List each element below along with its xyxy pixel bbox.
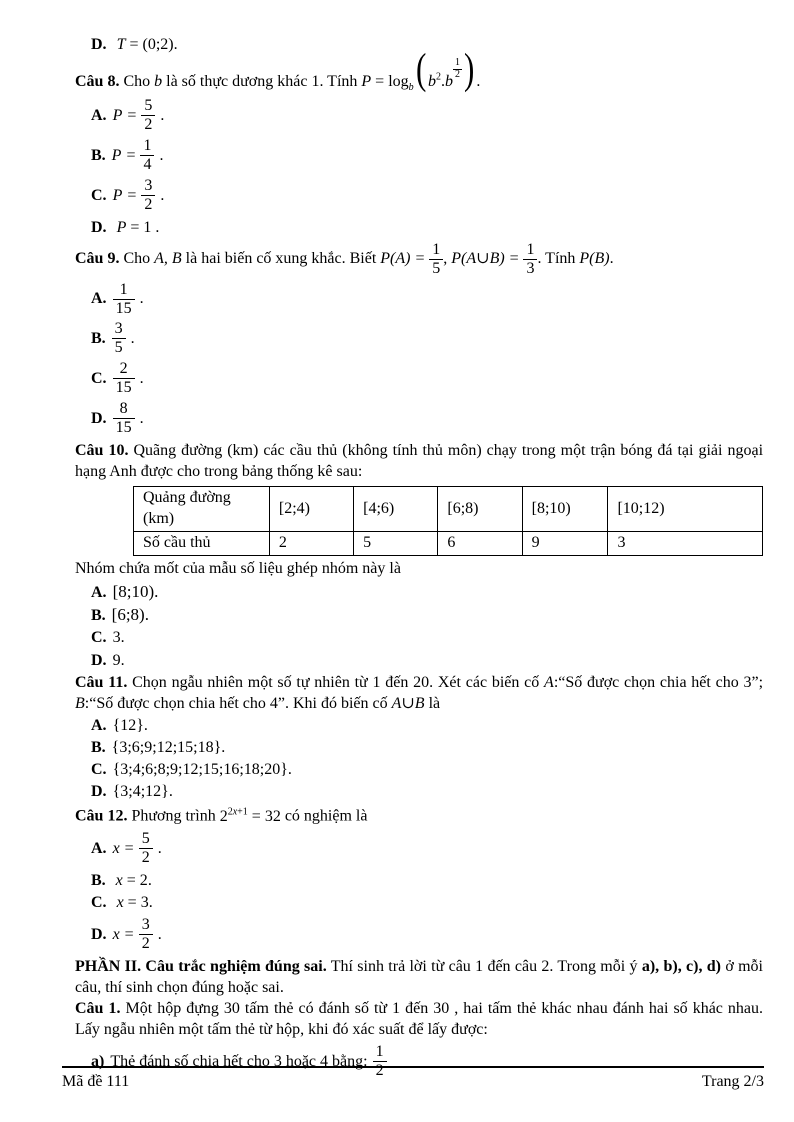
q11-option-c [91,759,763,780]
table-row [134,532,763,556]
exponent-fraction: $\frac{1}{2}$ [455,57,461,80]
math-var: P [361,72,372,90]
period: . [157,925,162,943]
math-text: = 1 [130,218,152,236]
option-text: [6;8). [111,604,149,624]
table-cell: 2 [269,532,353,556]
option-label: B. [91,871,106,889]
math-var: B [75,694,85,712]
math-var: b [154,72,163,90]
fraction: $\frac{8}{15}$ [113,400,135,437]
math-text: = [126,146,136,164]
q8-option-c [91,177,763,214]
math-var: b [445,72,454,90]
question-label: Câu 10. [75,441,129,459]
math-var: P [116,218,127,236]
period: . [157,839,162,857]
question-label: Câu 8. [75,72,120,90]
table-cell: 5 [354,532,438,556]
q11-option-d [91,781,763,802]
math-var: A [544,673,554,691]
stem-text: Một hộp đựng 30 tấm thẻ có đánh số từ 1 đến 30 , hai tấm thẻ khác nhau đánh hai số khác nhau. Lấy ngẫu nhiên một tấm thẻ từ hộp, khi đó xác suất để lấy được: [75,999,764,1038]
option-text: {3;6;9;12;15;18}. [111,738,226,756]
q12-option-d [91,916,763,953]
option-label: C. [91,761,107,779]
fraction: $\frac{2}{15}$ [113,360,135,397]
q9-option-a [91,281,763,318]
question-label: Câu 11. [75,673,128,691]
log-base: b [408,82,414,94]
item-label: a) [91,1052,105,1070]
question-11-stem [75,672,763,714]
stem-text: Nhóm chứa mốt của mẫu số liệu ghép nhóm này là [75,560,401,578]
prev-question-option-d [91,34,763,55]
fraction: $\frac{5}{2}$ [141,97,155,134]
stem-text: :“Số được chọn chia hết cho 4”. Khi đó biến cố [84,694,388,712]
period: . [139,409,144,427]
q10-data-table [133,486,763,556]
table-header-cell: [2;4) [269,487,353,532]
exam-content [75,33,763,1083]
math-text: = [127,186,137,204]
option-label: D. [91,218,107,236]
section-label: PHẦN II. Câu trắc nghiệm đúng sai. [75,957,327,975]
option-label: B. [91,146,106,164]
option-label: D. [91,651,107,669]
question-label: Câu 12. [75,807,128,825]
option-label: D. [91,925,107,943]
option-label: B. [91,606,106,624]
probability-expr: P(A∪B) = [451,249,520,267]
math-text: = 32 [251,807,281,825]
option-text: {3;4;6;8;9;12;15;16;18;20}. [112,761,292,779]
q9-option-c [91,360,763,397]
option-label: D. [91,409,107,427]
period: . [139,370,144,388]
q12-option-b [91,870,763,891]
q11-option-b [91,737,763,758]
math-text: = log [375,72,409,90]
fraction: $\frac{1}{3}$ [523,241,537,278]
option-text: [8;10). [112,581,159,601]
math-text: = 3 [127,893,149,911]
q12-option-c [91,892,763,913]
math-var: b [428,72,437,90]
period: . [148,893,153,911]
table-header-cell: [10;12) [608,487,763,532]
table-header-cell: Quảng đường (km) [134,487,270,532]
math-var: x [112,839,120,857]
question-label: Câu 9. [75,249,120,267]
math-var: x [116,893,124,911]
math-var: P [112,186,123,204]
stem-text: là số thực dương khác 1. Tính [166,72,358,90]
fraction: $\frac{5}{2}$ [139,830,153,867]
period: . [147,871,152,889]
period: . [130,330,135,348]
math-text: = [124,839,134,857]
stem-text: . Tính [537,249,576,267]
period: . [160,107,165,125]
q10-option-a [91,581,763,603]
question-10-stem [75,440,763,482]
period: . [155,218,160,236]
q10-option-d [91,650,763,671]
stem-text: là [428,694,441,712]
option-label: D. [91,783,107,801]
period: . [139,290,144,308]
math-var: P [111,146,122,164]
q12-option-a [91,830,763,867]
section-text: ở mỗi câu, thí sinh chọn đúng hoặc sai. [75,957,763,996]
math-var: A, B [154,249,182,267]
stem-text: có nghiệm là [284,807,368,825]
period: . [159,146,164,164]
option-label: A. [91,839,107,857]
fraction: $\frac{1}{15}$ [113,281,135,318]
table-cell: 9 [522,532,608,556]
math-text: = [127,107,137,125]
item-text: Thẻ đánh số chia hết cho 3 hoặc 4 bằng: [110,1052,368,1070]
q9-option-b [91,320,763,357]
q10-option-b [91,604,763,626]
q11-option-a [91,715,763,736]
stem-text: Quãng đường (km) các cầu thủ (không tính thủ môn) chạy trong một trận bóng đá tại giải ngoại hạng Anh được cho trong bảng thống kê sau: [75,441,764,480]
q8-option-d [91,217,763,238]
stem-text: :“Số được chọn chia hết cho 3”; [553,673,764,691]
q10-option-c [91,627,763,648]
section-text: Thí sinh trả lời từ câu 1 đến câu 2. Trong mỗi ý [330,957,638,975]
question-8-stem [75,45,763,94]
math-text: = 2 [126,871,148,889]
question-label: Câu 1. [75,999,121,1017]
math-var: T [116,36,126,53]
stem-text: Cho [123,72,151,90]
table-header-cell: [4;6) [354,487,438,532]
option-text: {12}. [112,716,148,734]
question-9-stem [75,241,763,278]
q8-option-b [91,137,763,174]
table-cell: 6 [438,532,522,556]
q8-formula: $P = \log_b$( $b^2.b$ $\frac{1}{2}$ ) [361,45,475,94]
stem-text: Chọn ngẫu nhiên một số tự nhiên từ 1 đến 20. Xét các biến cố [132,673,540,691]
exponent: 2x+1 [227,806,248,818]
part2-question-1-stem [75,998,763,1040]
option-label: A. [91,583,107,601]
table-header-cell: [8;10) [522,487,608,532]
page-footer [62,1066,764,1092]
option-label: C. [91,186,107,204]
q12-formula [220,808,281,825]
dot-operator: . [441,72,446,90]
fraction: $\frac{1}{2}$ [373,1043,387,1080]
option-label: B. [91,738,106,756]
comma: , [443,249,448,267]
option-label: A. [91,290,107,308]
page-number: Trang 2/3 [701,1072,764,1090]
q8-option-a [91,97,763,134]
math-base: 2 [219,807,228,825]
fraction: $\frac{1}{5}$ [429,241,443,278]
q10-stem2 [75,558,763,579]
period: . [609,249,614,267]
fraction: $\frac{3}{5}$ [112,320,126,357]
period: . [173,36,178,53]
option-label: A. [91,716,107,734]
math-var: A∪B [391,694,425,712]
stem-text: Phương trình [131,807,216,825]
table-cell: Số cầu thủ [134,532,270,556]
math-text: = (0;2) [129,36,174,53]
stem-text: là hai biến cố xung khắc. Biết [185,249,377,267]
period: . [476,72,481,90]
exam-code: Mã đề 111 [62,1072,130,1090]
exponent: 2 [436,71,442,83]
q9-option-d [91,400,763,437]
fraction: $\frac{1}{4}$ [140,137,154,174]
math-var: P [112,107,123,125]
option-label: C. [91,629,107,647]
option-label: C. [91,893,107,911]
option-text: 9. [112,651,125,669]
probability-expr: P(B) [579,249,610,267]
option-label: C. [91,370,107,388]
option-text: {3;4;12}. [112,783,173,801]
section-bold-text: a), b), c), d) [641,957,721,975]
fraction: $\frac{3}{2}$ [139,916,153,953]
fraction: $\frac{3}{2}$ [141,177,155,214]
table-header-row [134,487,763,532]
table-header-cell: [6;8) [438,487,522,532]
option-label: A. [91,107,107,125]
period: . [160,186,165,204]
math-text: = [124,925,134,943]
option-label: D. [91,36,107,53]
probability-expr: P(A) = [380,249,426,267]
option-label: B. [91,330,106,348]
stem-text: Cho [123,249,151,267]
table-cell: 3 [608,532,763,556]
question-12-stem [75,805,763,826]
option-text: 3. [112,629,125,647]
math-var: x [112,925,120,943]
part-2-heading [75,956,763,998]
math-var: x [115,871,123,889]
